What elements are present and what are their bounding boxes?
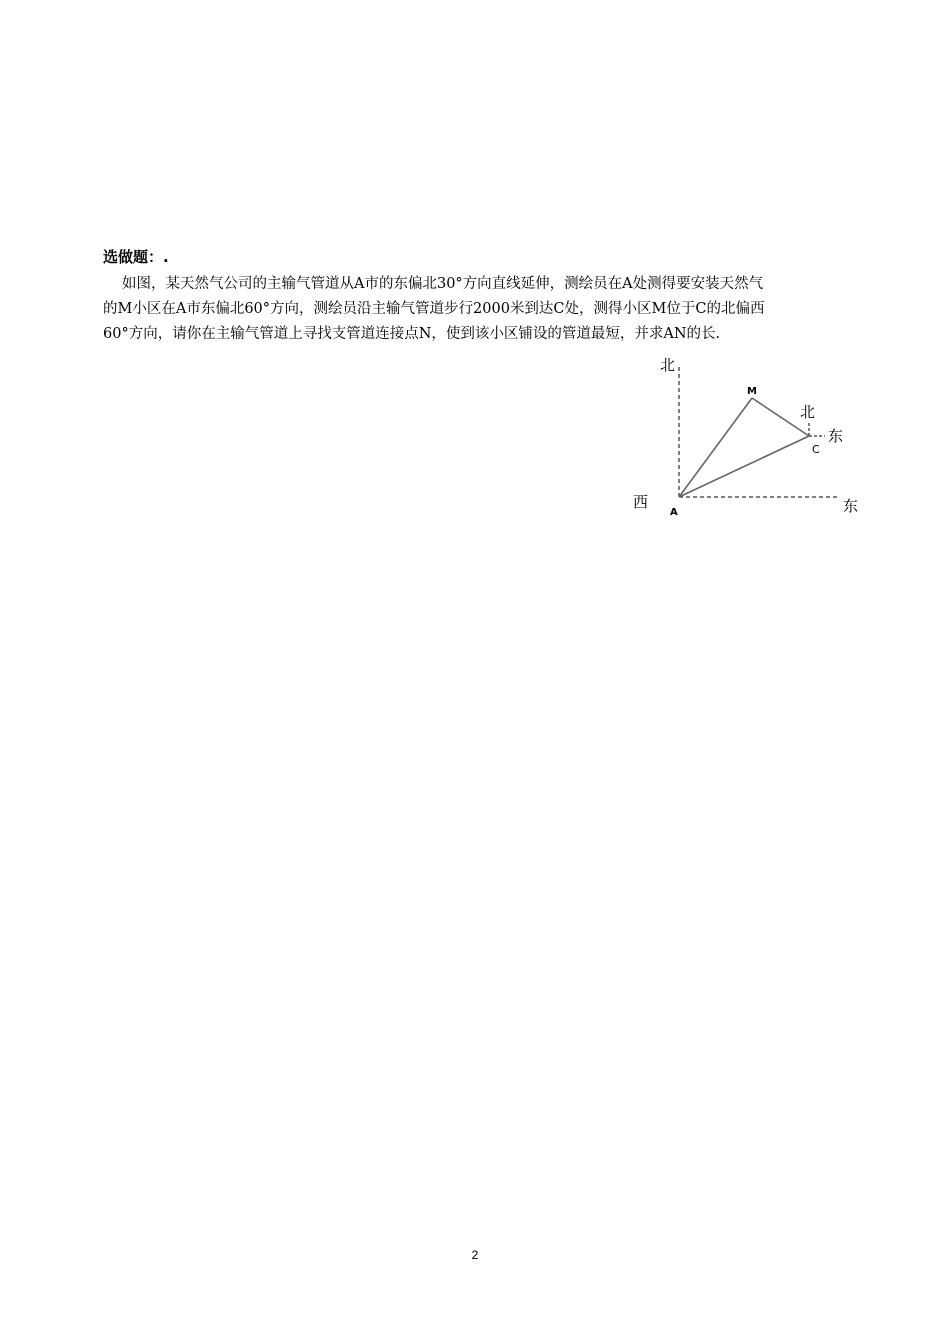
problem-text [103,272,885,347]
label-east-a: 东 [843,497,859,515]
problem-line-1: 如图，某天然气公司的主输气管道从A市的东偏北30°方向直线延伸，测绘员在A处测得要安装天然气 [122,276,764,292]
label-north-a: 北 [660,356,676,374]
segment-am [679,398,752,497]
geometry-figure [620,350,880,525]
problem-line-3: 60°方向，请你在主输气管道上寻找支管道连接点N，使到该小区铺设的管道最短，并求AN的长. [103,326,721,342]
problem-line-2: 的M小区在A市东偏北60°方向，测绘员沿主输气管道步行2000米到达C处，测得小区M位于C的北偏西 [103,301,765,317]
label-north-c: 北 [800,403,816,421]
page-number: 2 [471,1248,479,1262]
label-point-a: A [670,507,678,518]
segment-ac [679,436,809,497]
label-east-c: 东 [828,427,844,445]
label-west: 西 [633,493,649,511]
label-point-c: C [812,443,820,456]
label-point-m: M [747,386,757,397]
section-heading: 选做题：. [103,248,169,266]
